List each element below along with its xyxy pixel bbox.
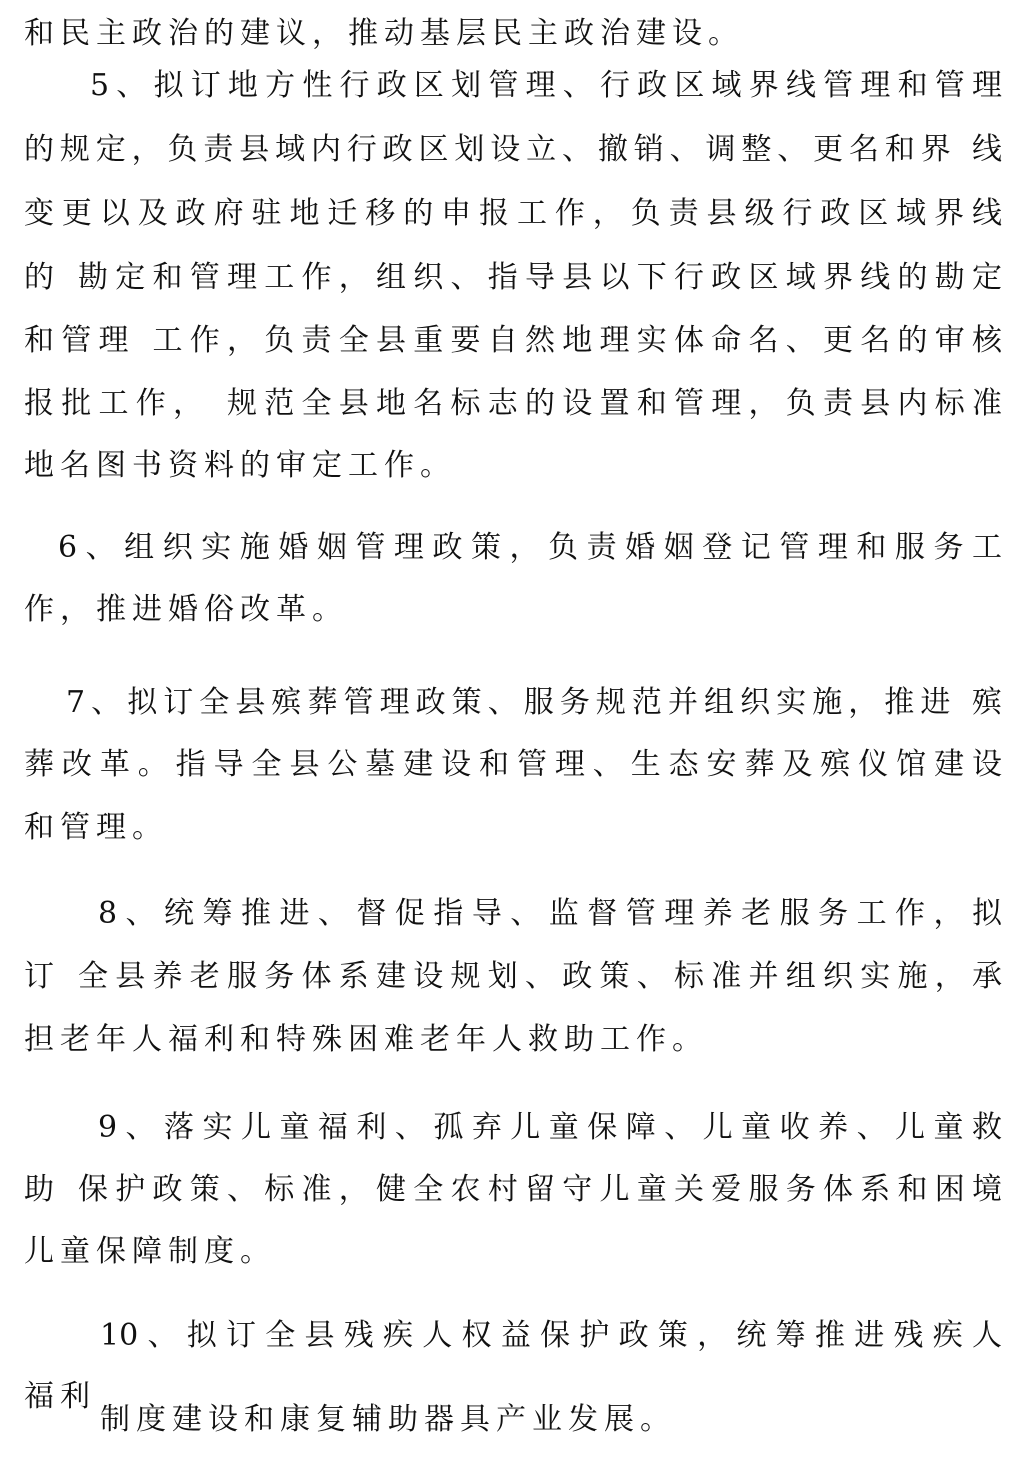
paragraph-line: 8、统筹推进、督促指导、监督管理养老服务工作，拟	[98, 896, 1002, 931]
paragraph-line: 儿童保障制度。	[24, 1234, 276, 1269]
paragraph-line: 地名图书资料的审定工作。	[24, 448, 456, 483]
paragraph-line: 的 勘定和管理工作，组织、指导县以下行政区域界线的勘定	[24, 260, 1002, 295]
paragraph-line: 担老年人福利和特殊困难老年人救助工作。	[24, 1022, 708, 1057]
paragraph-line: 9、落实儿童福利、孤弃儿童保障、儿童收养、儿童救	[98, 1110, 1002, 1145]
paragraph-line: 6、组织实施婚姻管理政策，负责婚姻登记管理和服务工	[58, 530, 1002, 565]
paragraph-line: 福利	[24, 1379, 96, 1414]
paragraph-line: 10、拟订全县残疾人权益保护政策，统筹推进残疾人	[100, 1318, 1002, 1353]
paragraph-line: 和民主政治的建议，推动基层民主政治建设。	[24, 16, 744, 51]
paragraph-line: 7、拟订全县殡葬管理政策、服务规范并组织实施，推进 殡	[66, 685, 1002, 720]
paragraph-line: 和管理 工作，负责全县重要自然地理实体命名、更名的审核	[24, 323, 1002, 358]
paragraph-line: 葬改革。指导全县公墓建设和管理、生态安葬及殡仪馆建设	[24, 747, 1002, 782]
paragraph-line: 变更以及政府驻地迁移的申报工作，负责县级行政区域界线	[24, 196, 1002, 231]
paragraph-line: 作，推进婚俗改革。	[24, 592, 348, 627]
paragraph-line: 助 保护政策、标准，健全农村留守儿童关爱服务体系和困境	[24, 1172, 1002, 1207]
paragraph-line: 5、拟订地方性行政区划管理、行政区域界线管理和管理	[90, 68, 1002, 103]
paragraph-line: 的规定，负责县域内行政区划设立、撤销、调整、更名和界 线	[24, 132, 1002, 167]
paragraph-line: 制度建设和康复辅助器具产业发展。	[100, 1402, 676, 1437]
paragraph-line: 和管理。	[24, 810, 168, 845]
paragraph-line: 订 全县养老服务体系建设规划、政策、标准并组织实施，承	[24, 959, 1002, 994]
paragraph-line: 报批工作， 规范全县地名标志的设置和管理，负责县内标准	[24, 386, 1002, 421]
